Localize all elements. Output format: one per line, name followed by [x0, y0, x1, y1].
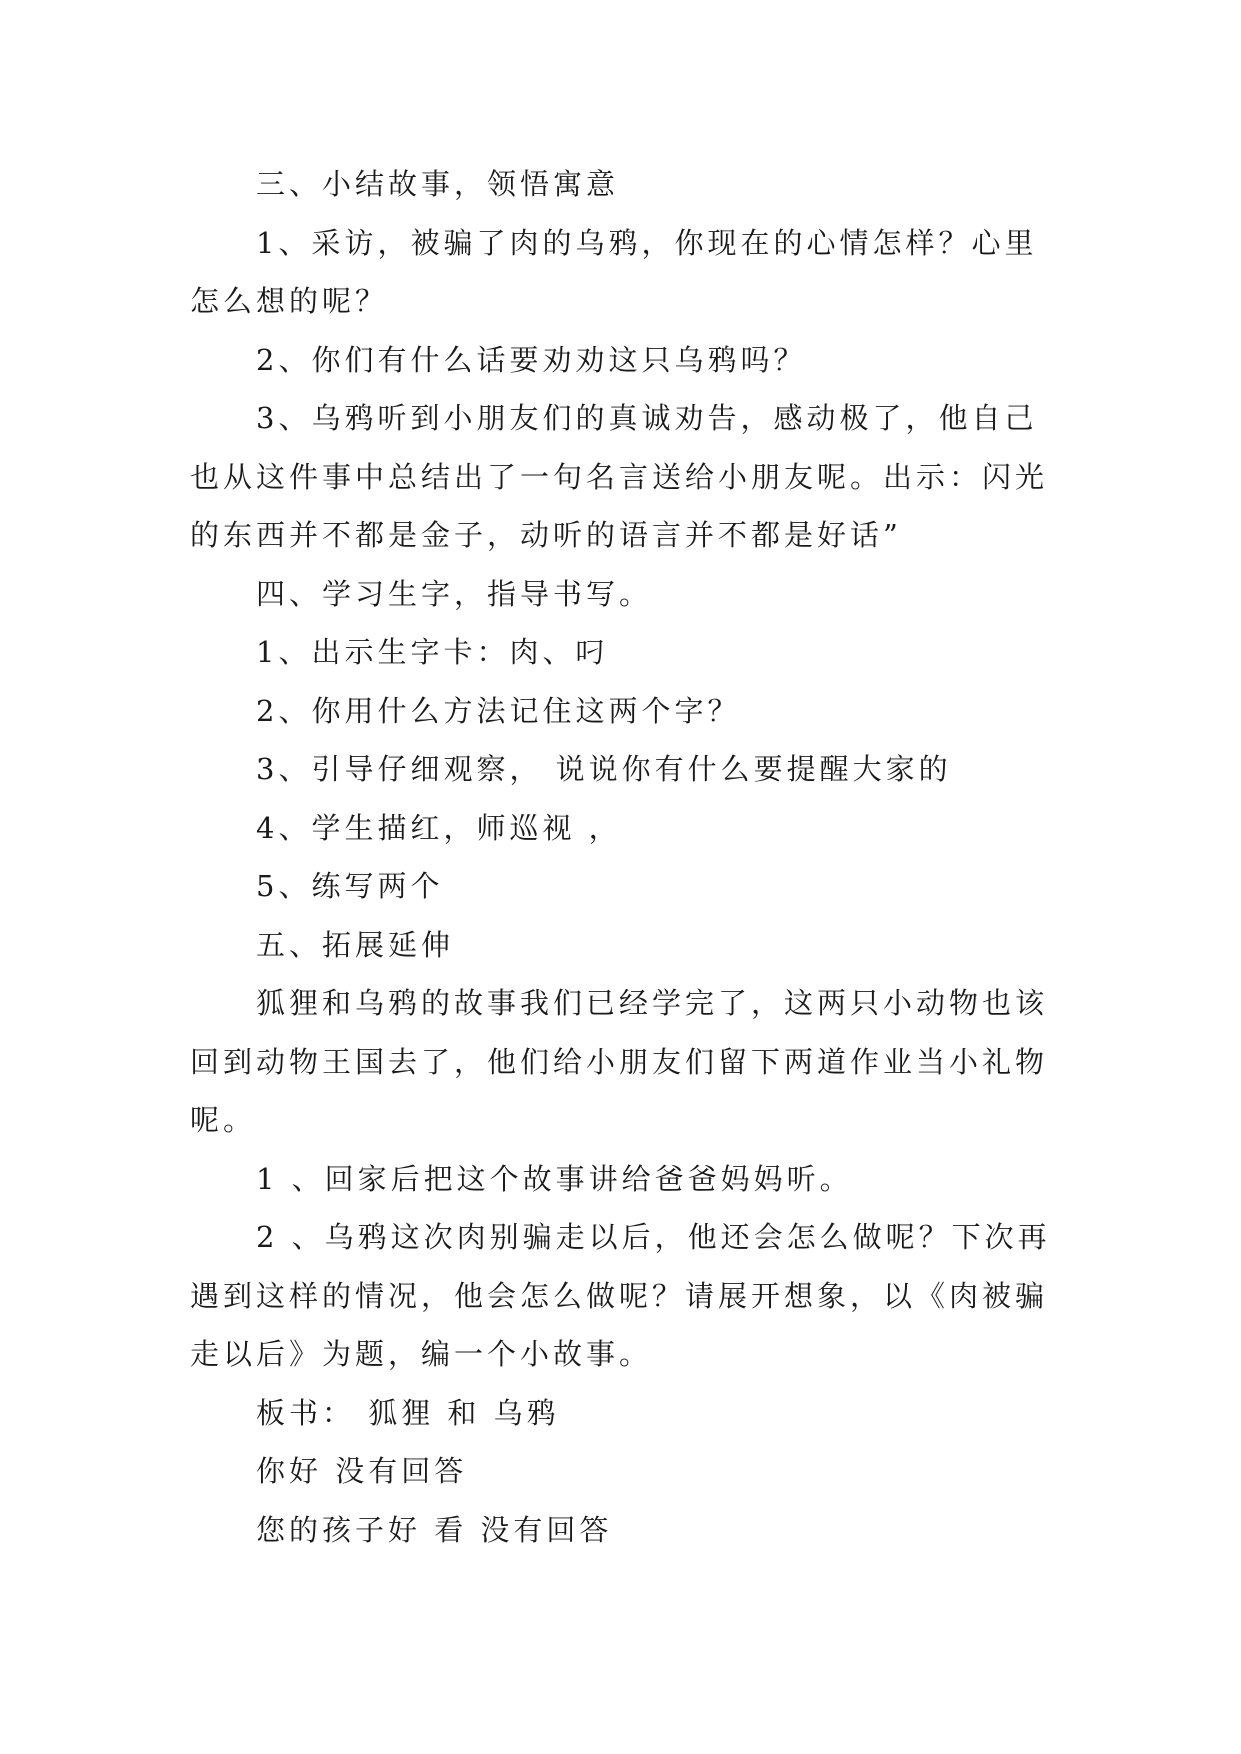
paragraph-line: 您的孩子好 看 没有回答 [256, 1512, 613, 1547]
paragraph-line: 走以后》为题，编一个小故事。 [190, 1337, 653, 1371]
section-heading-3: 三、小结故事，领悟寓意 [256, 167, 620, 201]
section-heading-4: 四、学习生字，指导书写。 [256, 576, 653, 611]
paragraph-line: 回到动物王国去了，他们给小朋友们留下两道作业当小礼物 [190, 1044, 1049, 1079]
paragraph-line: 1、采访，被骗了肉的乌鸦，你现在的心情怎样？心里 [256, 225, 1038, 260]
board-writing-line: 板书： 狐狸 和 乌鸦 [256, 1395, 560, 1430]
paragraph-line: 3、乌鸦听到小朋友们的真诚劝告，感动极了，他自己 [256, 401, 1038, 435]
paragraph-line: 3、引导仔细观察， 说说你有什么要提醒大家的 [256, 752, 952, 786]
paragraph-line: 2 、乌鸦这次肉别骗走以后，他还会怎么做呢？下次再 [256, 1220, 1051, 1254]
paragraph-line: 呢。 [190, 1103, 257, 1137]
paragraph-line: 2、你们有什么话要劝劝这只乌鸦吗？ [256, 342, 807, 377]
paragraph-line: 2、你用什么方法记住这两个字？ [256, 693, 741, 728]
paragraph-line: 1、出示生字卡：肉、叼 [256, 635, 609, 669]
paragraph-line: 狐狸和乌鸦的故事我们已经学完了，这两只小动物也该 [256, 986, 1049, 1020]
paragraph-line: 1 、回家后把这个故事讲给爸爸妈妈听。 [256, 1161, 853, 1196]
paragraph-line: 遇到这样的情况，他会怎么做呢？请展开想象，以《肉被骗 [190, 1278, 1049, 1313]
paragraph-line: 怎么想的呢？ [190, 284, 389, 318]
paragraph-line: 的东西并不都是金子，动听的语言并不都是好话” [190, 518, 902, 552]
section-heading-5: 五、拓展延伸 [256, 927, 455, 962]
paragraph-line: 5、练写两个 [256, 869, 444, 903]
document-body [190, 155, 1060, 1559]
paragraph-line: 也从这件事中总结出了一句名言送给小朋友呢。出示：闪光 [190, 459, 1049, 494]
paragraph-line: 你好 没有回答 [256, 1454, 468, 1488]
paragraph-line: 4、学生描红，师巡视 ， [256, 810, 622, 845]
